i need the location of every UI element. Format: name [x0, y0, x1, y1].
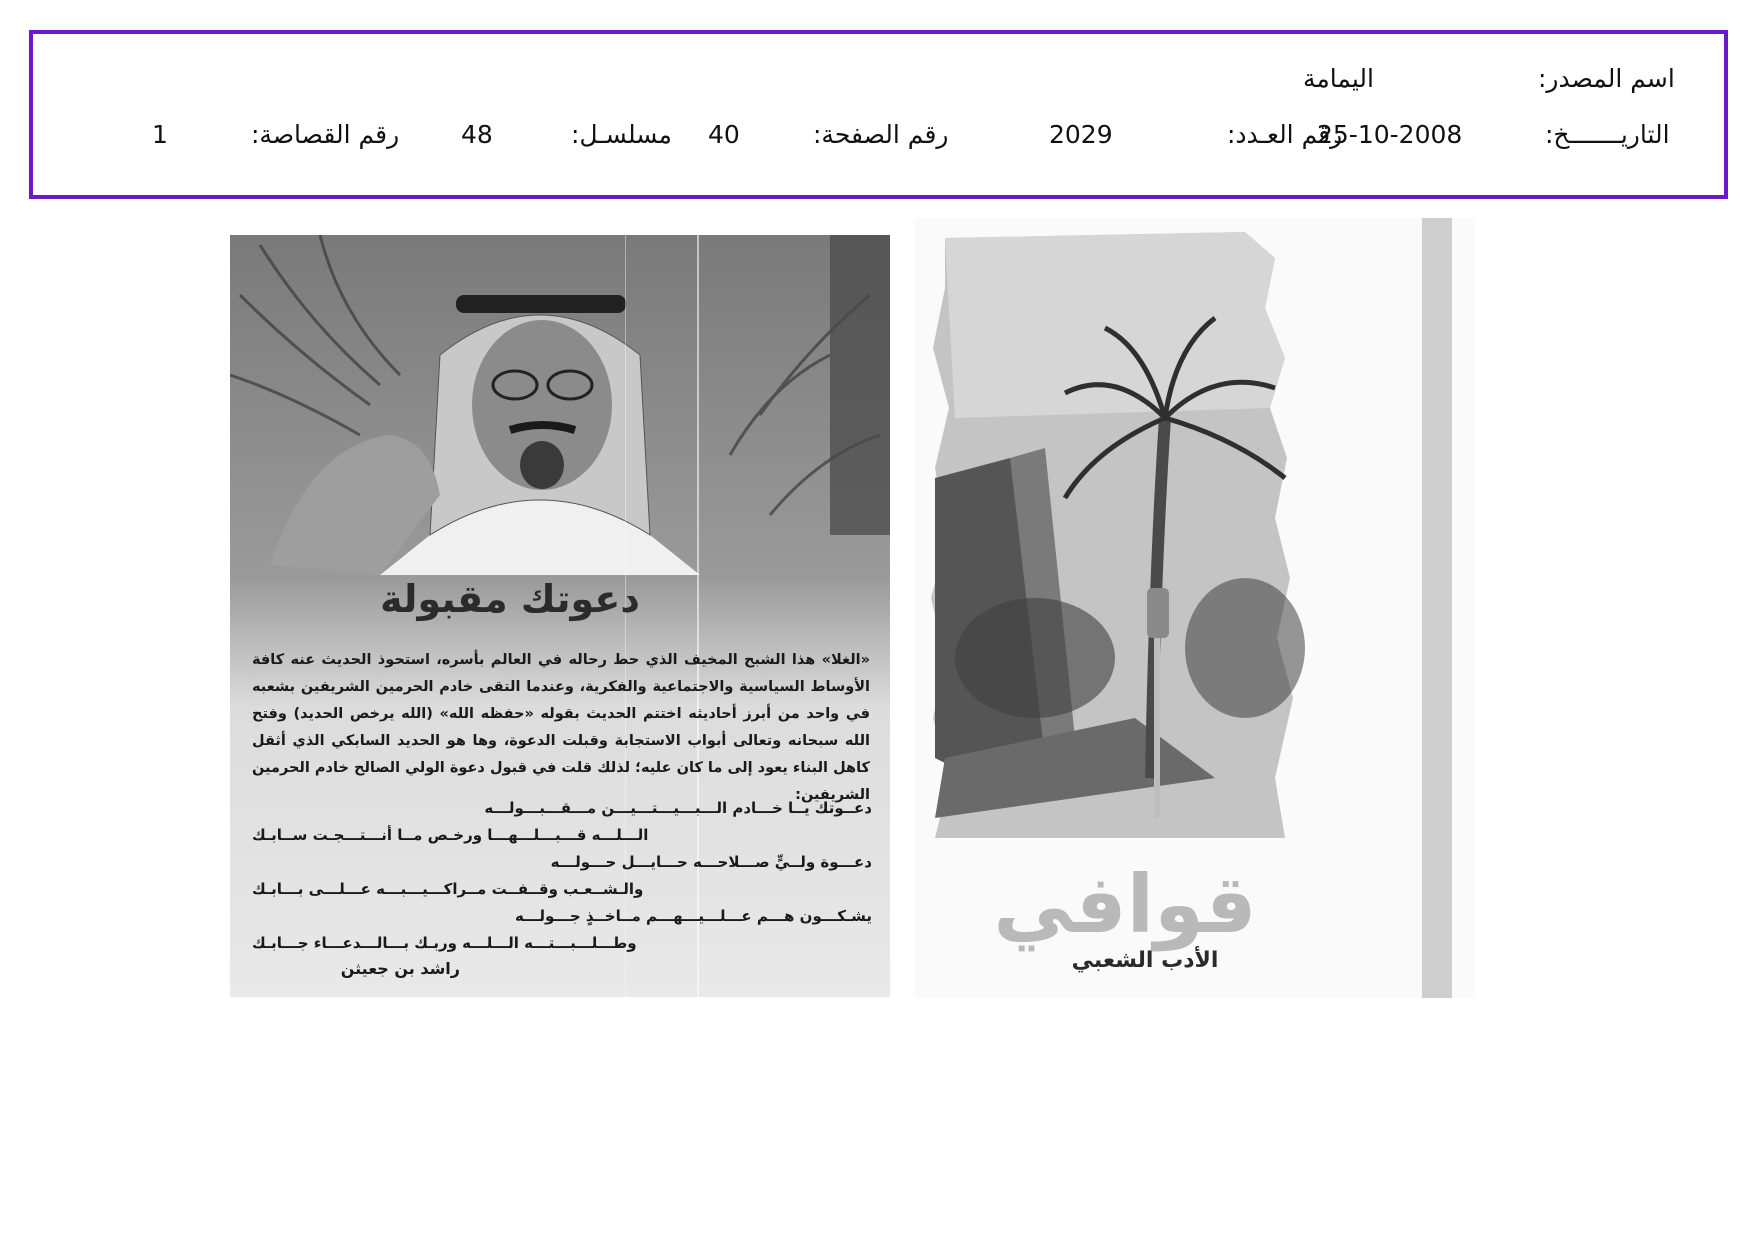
article-intro: «الغلا» هذا الشبح المخيف الذي حط رحاله في العالم بأسره، استحوذ الحديث عنه كافة الأوساط السياسية والاجتماعية والفكرية، وعندما التقى خادم الحرمين الشريفين بشعبه في واحد من أبرز أحاديثه اختتم الحديث بقوله «حفظه الله» (الله يرخص الحديد) وفتح الله سبحانه وتعالى أبواب الاستجابة وقبلت الدعوة، وها هو الحديد السابكي الذي أثقل كاهل البناء يعود إلى ما كان عليه؛ لذلك قلت في قبول دعوة الولي الصالح خادم الحرمين الشريفين: — [252, 652, 870, 803]
article-poem — [252, 795, 872, 957]
poem-line: يشـكـــون هـــم عـــلـــيـــهـــم مــاخــذٍ جـــولـــه — [514, 907, 872, 925]
section-subtitle: الأدب الشعبي — [1071, 948, 1219, 973]
clip-label: رقم القصاصة: — [251, 120, 400, 149]
clip-value: 1 — [152, 120, 168, 149]
section-title: قوافي — [993, 858, 1257, 951]
source-value: اليمامة — [1303, 64, 1374, 93]
poem-line: الـــلـــه قـــبـــلـــهـــا ورخـص مــا أنـــتـــجـت ســابـك — [252, 826, 649, 844]
clipping-header — [29, 30, 1728, 199]
page-label: رقم الصفحة: — [813, 120, 949, 149]
poem-line: دعـــوة ولــيٍّ صـــلاحـــه حـــايـــل حـــولـــه — [550, 853, 872, 871]
issue-label: رقم العـدد: — [1227, 120, 1343, 149]
poem-line: دعــوتك يــا خـــادم الـــبـــيـــتـــيـــن مـــقـــبـــولـــه — [484, 799, 872, 817]
date-label: التاريـــــــخ: — [1545, 120, 1670, 149]
author-signature: راشد بن جعيثن — [340, 959, 460, 978]
serial-label: مسلسـل: — [571, 120, 672, 149]
page-edge-stripe — [1422, 218, 1452, 998]
article-clipping — [230, 235, 890, 997]
serial-value: 48 — [461, 120, 493, 149]
source-label: اسم المصدر: — [1538, 64, 1675, 93]
article-headline: دعوتك مقبولة — [380, 577, 640, 621]
issue-value: 2029 — [1049, 120, 1113, 149]
page-value: 40 — [708, 120, 740, 149]
section-panel — [915, 218, 1475, 998]
poem-line: وطـــلـــبـــتـــه الـــلـــه وربـك بـــالـــدعـــاء جـــابـك — [252, 934, 637, 952]
poem-line: والـشــعـب وقــفــت مــراكـــيـــبـــه عـــلـــى بـــابـك — [252, 880, 644, 898]
date-value: 25-10-2008 — [1317, 120, 1463, 149]
